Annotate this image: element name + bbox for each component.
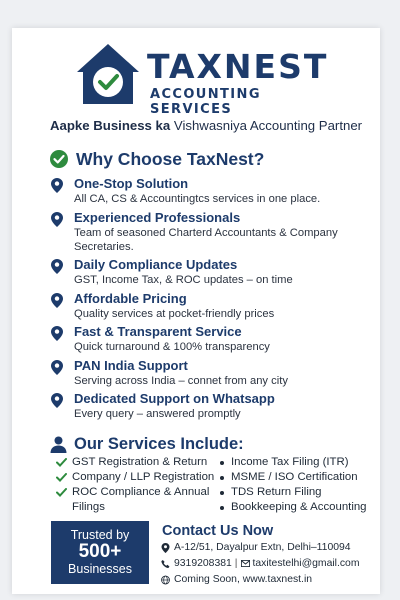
feature-desc: Every query – answered promptly	[74, 408, 241, 420]
trusted-count: 500+	[78, 541, 122, 562]
service-item	[220, 500, 370, 515]
email-text[interactable]: taxitestelhi@gmail.com	[252, 558, 360, 569]
service-label: ROC Compliance & Annual	[72, 486, 210, 498]
services-right-column	[220, 455, 370, 515]
brand-name: TAXNEST	[147, 47, 329, 86]
feature-title: Experienced Professionals	[74, 209, 241, 225]
services-left-column	[54, 455, 219, 515]
feature-title: Affordable Pricing	[74, 290, 187, 306]
service-label: Income Tax Filing (ITR)	[231, 456, 349, 468]
house-check-icon	[75, 42, 141, 108]
trusted-line1: Trusted by	[70, 528, 130, 542]
feature-title: Fast & Transparent Service	[74, 324, 242, 339]
why-title: Why Choose TaxNest?	[76, 149, 265, 169]
location-pin-icon	[51, 360, 63, 375]
service-item	[220, 470, 370, 485]
feature-list	[50, 176, 370, 425]
check-circle-icon	[50, 150, 68, 168]
feature-item	[50, 210, 370, 254]
trusted-line3: Businesses	[68, 562, 132, 576]
bullet-icon	[220, 476, 224, 480]
service-label: TDS Return Filing	[231, 486, 322, 498]
location-pin-icon	[51, 178, 63, 193]
feature-title: Daily Compliance Updates	[74, 257, 238, 272]
tagline-rest: Vishwasniya Accounting Partner	[173, 118, 363, 133]
location-pin-icon	[51, 259, 63, 274]
tick-icon	[56, 473, 67, 482]
phone-text[interactable]: 9319208381	[174, 558, 232, 569]
location-pin-icon	[51, 393, 63, 408]
tagline	[50, 118, 362, 133]
contact-address	[160, 540, 370, 555]
service-label: MSME / ISO Certification	[231, 471, 358, 483]
brand-subtitle: ACCOUNTING SERVICES	[150, 87, 261, 117]
feature-desc: Serving across India – connet from any city	[74, 374, 288, 387]
feature-item	[50, 257, 370, 287]
contact-web	[160, 572, 370, 587]
trusted-badge	[51, 521, 149, 584]
address-text: A-12/51, Dayalpur Extn, Delhi–110094	[174, 542, 351, 553]
feature-title: One-Stop Solution	[74, 176, 189, 191]
feature-item	[50, 358, 370, 388]
service-item	[220, 485, 370, 500]
feature-desc: Team of seasoned Charterd Accountants & Company Secretaries.	[74, 226, 338, 253]
feature-desc: Quality services at pocket-friendly prices	[74, 307, 275, 320]
bullet-icon	[220, 506, 224, 510]
bullet-icon	[220, 491, 224, 495]
location-pin-icon	[51, 326, 63, 341]
logo	[75, 42, 345, 117]
feature-desc: GST, Income Tax, & ROC updates – on time	[74, 274, 293, 286]
service-item	[54, 455, 219, 470]
contact-block	[160, 523, 370, 587]
service-label: GST Registration & Return	[72, 456, 208, 468]
location-pin-icon	[51, 293, 63, 308]
separator: |	[234, 558, 238, 569]
service-item	[54, 485, 219, 500]
tick-icon	[56, 488, 67, 497]
service-item	[54, 500, 219, 515]
feature-title: PAN India Support	[74, 357, 188, 373]
web-text[interactable]: Coming Soon, www.taxnest.in	[174, 574, 313, 585]
flyer-page	[12, 28, 380, 594]
bullet-icon	[220, 461, 224, 465]
mail-icon	[241, 560, 250, 567]
contact-phone-email	[160, 556, 370, 571]
service-item	[220, 455, 370, 470]
tick-icon	[56, 458, 67, 467]
feature-title: Dedicated Support on Whatsapp	[74, 391, 275, 406]
service-label: Company / LLP Registration	[72, 471, 215, 483]
location-pin-icon	[161, 543, 170, 553]
phone-icon	[161, 559, 170, 569]
services-title: Our Services Include:	[74, 435, 244, 453]
feature-item	[50, 391, 370, 421]
service-label: Bookkeeping & Accounting	[231, 501, 367, 513]
person-icon	[50, 436, 67, 453]
contact-title: Contact Us Now	[162, 523, 274, 539]
feature-desc: All CA, CS & Accountingtcs services in one place.	[74, 193, 321, 205]
feature-item	[50, 291, 370, 321]
service-label: Filings	[72, 501, 105, 513]
feature-desc: Quick turnaround & 100% transparency	[74, 341, 270, 353]
feature-item	[50, 324, 370, 354]
globe-icon	[161, 575, 170, 585]
tagline-bold: Aapke Business ka	[50, 118, 171, 133]
service-item	[54, 470, 219, 485]
location-pin-icon	[51, 212, 63, 227]
feature-item	[50, 176, 370, 206]
